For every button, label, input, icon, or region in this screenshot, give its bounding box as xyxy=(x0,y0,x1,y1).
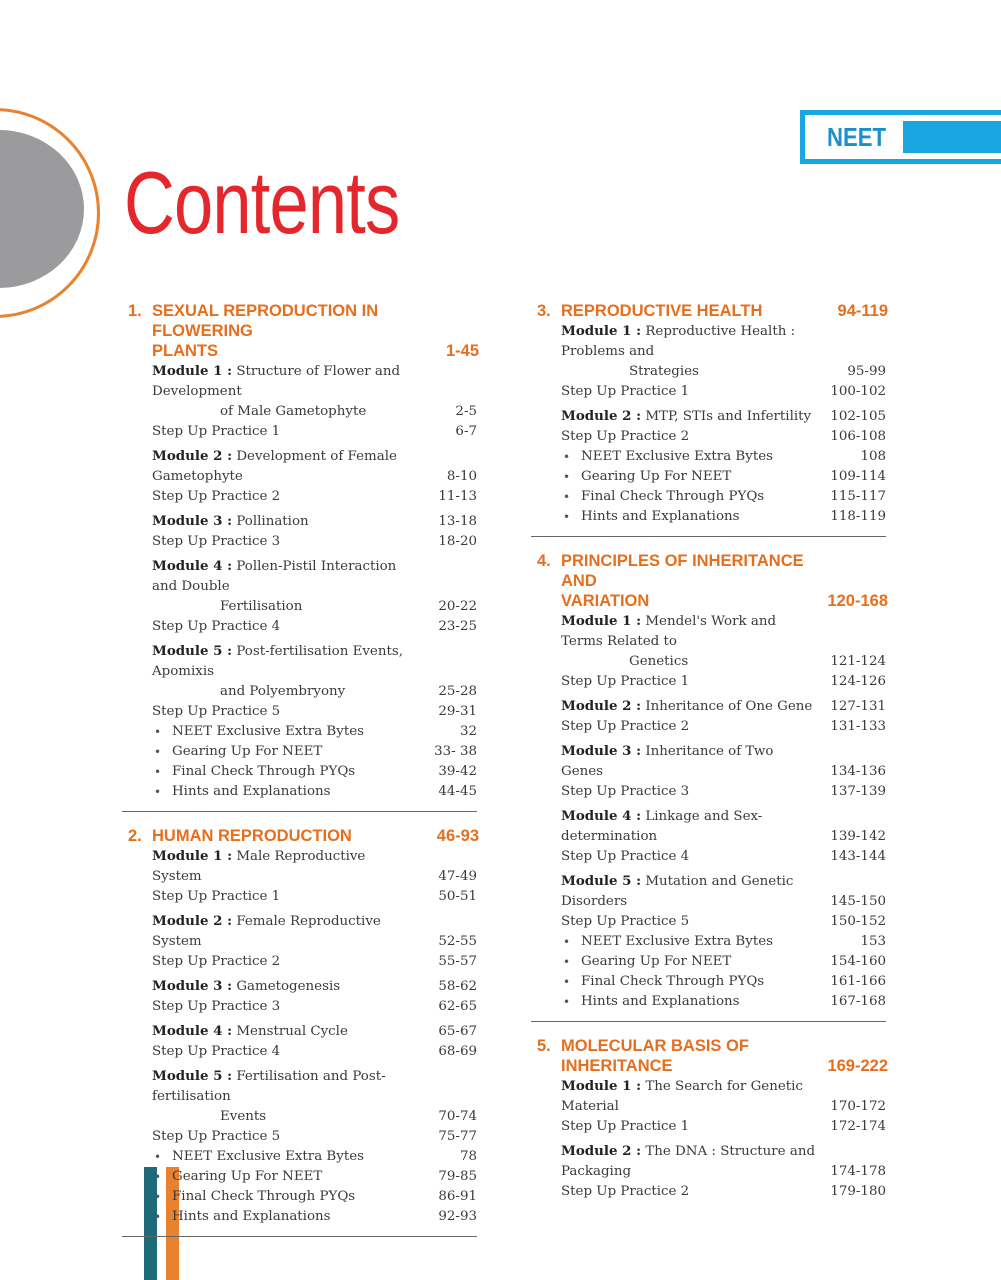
entry-line xyxy=(152,619,280,634)
entry-text-cont: Fertilisation xyxy=(220,599,303,614)
entry-text: Step Up Practice 5 xyxy=(561,914,690,929)
entry-line xyxy=(152,364,400,399)
toc-practice-entry[interactable] xyxy=(531,1182,886,1202)
entry-page-range: 172-174 xyxy=(830,1119,886,1134)
module-label: Module 1 : xyxy=(561,1078,642,1094)
neet-badge-bar xyxy=(903,121,1001,153)
entry-page-range: 55-57 xyxy=(438,954,477,969)
module-label: Module 1 : xyxy=(561,323,642,339)
entry-line xyxy=(152,704,280,719)
entry-text: Inheritance of Two Genes xyxy=(561,744,774,779)
entry-line xyxy=(561,674,689,689)
entry-text-cont: and Polyembryony xyxy=(220,684,346,699)
entry-page-range: 150-152 xyxy=(830,914,886,929)
entry-page-range: 131-133 xyxy=(830,719,886,734)
entry-text: Gearing Up For NEET xyxy=(172,744,323,759)
toc-practice-entry[interactable] xyxy=(122,487,477,507)
entry-text: Step Up Practice 3 xyxy=(152,999,281,1014)
section-number: 1. xyxy=(128,302,142,320)
entry-line xyxy=(561,849,689,864)
entry-page-range: 78 xyxy=(459,1149,477,1164)
toc-bullet-entry[interactable] xyxy=(122,1207,477,1227)
entry-line xyxy=(581,509,740,524)
entry-line xyxy=(152,954,280,969)
entry-page-range: 170-172 xyxy=(830,1099,886,1114)
toc-practice-entry[interactable] xyxy=(531,847,886,867)
entry-text: Step Up Practice 1 xyxy=(152,424,281,439)
toc-bullet-entry[interactable] xyxy=(531,952,886,972)
section-title-cont: VARIATION xyxy=(561,592,650,610)
section-number: 5. xyxy=(537,1037,551,1055)
entry-text: Mutation and Genetic Disorders xyxy=(561,874,794,909)
entry-line xyxy=(561,784,689,799)
entry-line xyxy=(152,1024,348,1039)
entry-page-range: 50-51 xyxy=(438,889,477,904)
entry-page-range: 86-91 xyxy=(438,1189,477,1204)
entry-text: Hints and Explanations xyxy=(172,784,331,799)
section-heading[interactable] xyxy=(122,301,477,361)
module-label: Module 4 : xyxy=(152,1023,233,1039)
toc-module-entry[interactable] xyxy=(122,556,477,617)
toc-module-entry[interactable] xyxy=(531,741,886,782)
section-title: HUMAN REPRODUCTION xyxy=(152,827,352,845)
module-label: Module 5 : xyxy=(152,1068,233,1084)
entry-text: Hints and Explanations xyxy=(581,994,740,1009)
toc-column-left xyxy=(122,301,477,1237)
entry-page-range: 154-160 xyxy=(830,954,886,969)
entry-line xyxy=(561,409,811,424)
toc-practice-entry[interactable] xyxy=(531,782,886,802)
entry-text: Step Up Practice 1 xyxy=(152,889,281,904)
module-label: Module 2 : xyxy=(561,408,642,424)
entry-text: Step Up Practice 1 xyxy=(561,384,690,399)
section-heading[interactable] xyxy=(531,551,886,611)
entry-line xyxy=(561,719,689,734)
entry-page-range: 145-150 xyxy=(830,894,886,909)
section-page-range: 120-168 xyxy=(827,592,888,610)
toc-practice-entry[interactable] xyxy=(531,912,886,932)
page-title: Contents xyxy=(124,153,400,252)
section-number: 2. xyxy=(128,827,142,845)
entry-page-range: 20-22 xyxy=(438,599,477,614)
entry-text-cont: of Male Gametophyte xyxy=(220,404,367,419)
toc-module-entry[interactable] xyxy=(122,846,477,887)
module-label: Module 1 : xyxy=(152,363,233,379)
toc-module-entry[interactable] xyxy=(122,1021,477,1042)
toc-practice-entry[interactable] xyxy=(122,422,477,442)
entry-line xyxy=(172,1149,364,1164)
entry-line xyxy=(152,514,309,529)
entry-page-range: 143-144 xyxy=(830,849,886,864)
toc-bullet-entry[interactable] xyxy=(122,762,477,782)
entry-page-range: 137-139 xyxy=(830,784,886,799)
entry-text-cont: Strategies xyxy=(629,364,699,379)
entry-page-range: 139-142 xyxy=(830,829,886,844)
entry-page-range: 58-62 xyxy=(438,979,477,994)
entry-page-range: 109-114 xyxy=(830,469,886,484)
entry-line xyxy=(152,979,340,994)
toc-section xyxy=(531,551,886,1022)
toc-bullet-entry[interactable] xyxy=(122,722,477,742)
toc-practice-entry[interactable] xyxy=(531,382,886,402)
entry-page-range: 6-7 xyxy=(455,424,477,439)
entry-page-range: 92-93 xyxy=(438,1209,477,1224)
entry-text: Step Up Practice 1 xyxy=(561,674,690,689)
module-label: Module 3 : xyxy=(561,743,642,759)
entry-page-range: 121-124 xyxy=(830,654,886,669)
entry-page-range: 106-108 xyxy=(830,429,886,444)
toc-bullet-entry[interactable] xyxy=(531,932,886,952)
entry-text-cont: Genetics xyxy=(629,654,689,669)
toc-bullet-entry[interactable] xyxy=(531,467,886,487)
toc-section xyxy=(531,301,886,537)
entry-text: Step Up Practice 4 xyxy=(152,619,281,634)
entry-text-cont: Packaging xyxy=(561,1164,632,1179)
entry-page-range: 115-117 xyxy=(830,489,886,504)
toc-bullet-entry[interactable] xyxy=(531,447,886,467)
section-title-cont: PLANTS xyxy=(152,342,218,360)
entry-page-range: 134-136 xyxy=(830,764,886,779)
toc-practice-entry[interactable] xyxy=(531,427,886,447)
toc-module-entry[interactable] xyxy=(122,511,477,532)
entry-page-range: 108 xyxy=(860,449,886,464)
entry-page-range: 29-31 xyxy=(438,704,477,719)
entry-line xyxy=(561,1144,815,1159)
entry-page-range: 33- 38 xyxy=(434,744,477,759)
entry-text: Pollination xyxy=(236,514,309,529)
toc-bullet-entry[interactable] xyxy=(122,782,477,802)
entry-line xyxy=(581,489,764,504)
entry-line xyxy=(172,764,355,779)
entry-text: Fertilisation and Post-fertilisation xyxy=(152,1069,386,1104)
toc-practice-entry[interactable] xyxy=(122,702,477,722)
entry-line xyxy=(561,1184,689,1199)
entry-page-range: 23-25 xyxy=(438,619,477,634)
entry-page-range: 25-28 xyxy=(438,684,477,699)
section-title: MOLECULAR BASIS OF xyxy=(561,1037,749,1055)
entry-page-range: 65-67 xyxy=(438,1024,477,1039)
entry-line xyxy=(152,889,280,904)
entry-text: The DNA : Structure and xyxy=(645,1144,816,1159)
entry-page-range: 32 xyxy=(459,724,477,739)
entry-page-range: 11-13 xyxy=(438,489,477,504)
entry-line xyxy=(152,914,381,949)
section-divider xyxy=(122,811,477,812)
entry-line xyxy=(561,384,689,399)
toc-section xyxy=(122,301,477,812)
entry-line xyxy=(581,974,764,989)
entry-line xyxy=(172,1169,322,1184)
section-divider xyxy=(531,1021,886,1022)
entry-text: Inheritance of One Gene xyxy=(645,699,813,714)
toc-bullet-entry[interactable] xyxy=(531,507,886,527)
entry-text: Gearing Up For NEET xyxy=(172,1169,323,1184)
entry-line xyxy=(581,954,731,969)
entry-page-range: 18-20 xyxy=(438,534,477,549)
entry-line xyxy=(152,534,280,549)
entry-text: Male Reproductive System xyxy=(152,849,366,884)
toc-section xyxy=(122,826,477,1237)
entry-page-range: 44-45 xyxy=(438,784,477,799)
toc-practice-entry[interactable] xyxy=(531,1117,886,1137)
entry-line xyxy=(561,874,793,909)
section-heading[interactable] xyxy=(531,1036,886,1076)
entry-line xyxy=(172,1209,331,1224)
module-label: Module 4 : xyxy=(561,808,642,824)
section-title: PRINCIPLES OF INHERITANCE AND xyxy=(561,552,804,590)
entry-line xyxy=(152,999,280,1014)
entry-text: Step Up Practice 2 xyxy=(152,954,281,969)
toc-practice-entry[interactable] xyxy=(531,672,886,692)
entry-text: NEET Exclusive Extra Bytes xyxy=(581,449,774,464)
toc-practice-entry[interactable] xyxy=(122,532,477,552)
entry-text: Step Up Practice 2 xyxy=(152,489,281,504)
toc-bullet-entry[interactable] xyxy=(122,742,477,762)
toc-bullet-entry[interactable] xyxy=(122,1187,477,1207)
section-page-range: 46-93 xyxy=(436,827,479,845)
entry-page-range: 52-55 xyxy=(438,934,477,949)
neet-badge xyxy=(800,110,1001,164)
section-page-range: 1-45 xyxy=(445,342,479,360)
entry-page-range: 167-168 xyxy=(830,994,886,1009)
entry-text: The Search for Genetic Material xyxy=(561,1079,803,1114)
entry-line xyxy=(172,1189,355,1204)
entry-text: Structure of Flower and Development xyxy=(152,364,401,399)
entry-text-cont: Events xyxy=(220,1109,267,1124)
entry-line xyxy=(581,934,773,949)
entry-page-range: 102-105 xyxy=(830,409,886,424)
module-label: Module 3 : xyxy=(152,978,233,994)
entry-text: Step Up Practice 3 xyxy=(152,534,281,549)
section-title: REPRODUCTIVE HEALTH xyxy=(561,302,763,320)
toc-module-entry[interactable] xyxy=(531,1076,886,1117)
toc-column-right xyxy=(531,301,886,1202)
neet-badge-label: NEET xyxy=(827,122,886,152)
entry-line xyxy=(172,724,364,739)
entry-line xyxy=(581,449,773,464)
entry-page-range: 95-99 xyxy=(847,364,886,379)
toc-module-entry[interactable] xyxy=(122,446,477,487)
module-label: Module 5 : xyxy=(561,873,642,889)
entry-text: NEET Exclusive Extra Bytes xyxy=(581,934,774,949)
toc-practice-entry[interactable] xyxy=(531,717,886,737)
module-label: Module 2 : xyxy=(152,448,233,464)
entry-page-range: 124-126 xyxy=(830,674,886,689)
entry-line xyxy=(561,324,795,359)
entry-text: Final Check Through PYQs xyxy=(581,489,765,504)
module-label: Module 5 : xyxy=(152,643,233,659)
toc-module-entry[interactable] xyxy=(531,696,886,717)
section-heading[interactable] xyxy=(531,301,886,321)
entry-page-range: 13-18 xyxy=(438,514,477,529)
entry-text: Post-fertilisation Events, Apomixis xyxy=(152,644,403,679)
entry-page-range: 100-102 xyxy=(830,384,886,399)
entry-page-range: 8-10 xyxy=(446,469,477,484)
toc-practice-entry[interactable] xyxy=(122,1042,477,1062)
entry-text: Step Up Practice 4 xyxy=(561,849,690,864)
section-divider xyxy=(531,536,886,537)
entry-text: Linkage and Sex-determination xyxy=(561,809,763,844)
toc-module-entry[interactable] xyxy=(531,321,886,382)
module-label: Module 3 : xyxy=(152,513,233,529)
entry-page-range: 47-49 xyxy=(438,869,477,884)
toc-bullet-entry[interactable] xyxy=(122,1147,477,1167)
entry-text: Hints and Explanations xyxy=(581,509,740,524)
toc-practice-entry[interactable] xyxy=(122,617,477,637)
entry-page-range: 118-119 xyxy=(830,509,886,524)
entry-text: Female Reproductive System xyxy=(152,914,381,949)
entry-text: Step Up Practice 5 xyxy=(152,704,281,719)
entry-text: Step Up Practice 1 xyxy=(561,1119,690,1134)
section-number: 3. xyxy=(537,302,551,320)
entry-text: Step Up Practice 2 xyxy=(561,1184,690,1199)
toc-practice-entry[interactable] xyxy=(122,952,477,972)
toc-module-entry[interactable] xyxy=(531,406,886,427)
entry-text: Reproductive Health : Problems and xyxy=(561,324,796,359)
entry-line xyxy=(561,614,776,649)
entry-page-range: 127-131 xyxy=(830,699,886,714)
toc-module-entry[interactable] xyxy=(122,1066,477,1127)
entry-line xyxy=(561,809,762,844)
entry-text: Final Check Through PYQs xyxy=(581,974,765,989)
toc-module-entry[interactable] xyxy=(122,361,477,422)
entry-line xyxy=(561,1119,689,1134)
entry-page-range: 79-85 xyxy=(438,1169,477,1184)
toc-bullet-entry[interactable] xyxy=(531,992,886,1012)
entry-line xyxy=(152,644,403,679)
entry-text: Step Up Practice 3 xyxy=(561,784,690,799)
entry-line xyxy=(152,489,280,504)
entry-line xyxy=(152,1044,280,1059)
toc-module-entry[interactable] xyxy=(531,611,886,672)
toc-module-entry[interactable] xyxy=(531,871,886,912)
entry-line xyxy=(172,784,331,799)
entry-page-range: 2-5 xyxy=(455,404,477,419)
toc-module-entry[interactable] xyxy=(122,911,477,952)
entry-line xyxy=(152,424,280,439)
section-page-range: 169-222 xyxy=(827,1057,888,1075)
entry-text: NEET Exclusive Extra Bytes xyxy=(172,724,365,739)
module-label: Module 2 : xyxy=(561,1143,642,1159)
entry-line xyxy=(152,849,365,884)
entry-text: Step Up Practice 2 xyxy=(561,429,690,444)
toc-practice-entry[interactable] xyxy=(122,997,477,1017)
entry-page-range: 75-77 xyxy=(438,1129,477,1144)
entry-text: MTP, STIs and Infertility xyxy=(645,409,812,424)
entry-line xyxy=(152,1069,386,1104)
toc-module-entry[interactable] xyxy=(122,641,477,702)
entry-text: Pollen-Pistil Interaction and Double xyxy=(152,559,397,594)
section-number: 4. xyxy=(537,552,551,570)
section-heading[interactable] xyxy=(122,826,477,846)
entry-page-range: 153 xyxy=(860,934,886,949)
entry-text: Step Up Practice 4 xyxy=(152,1044,281,1059)
section-title: SEXUAL REPRODUCTION IN FLOWERING xyxy=(152,302,379,340)
entry-page-range: 70-74 xyxy=(438,1109,477,1124)
entry-text: Hints and Explanations xyxy=(172,1209,331,1224)
entry-line xyxy=(172,744,322,759)
entry-line xyxy=(561,744,773,779)
entry-text: Gearing Up For NEET xyxy=(581,954,732,969)
toc-module-entry[interactable] xyxy=(122,976,477,997)
entry-text: Development of Female Gametophyte xyxy=(152,449,397,484)
entry-line xyxy=(561,699,812,714)
toc-module-entry[interactable] xyxy=(531,1141,886,1182)
entry-text: NEET Exclusive Extra Bytes xyxy=(172,1149,365,1164)
module-label: Module 2 : xyxy=(561,698,642,714)
toc-practice-entry[interactable] xyxy=(122,1127,477,1147)
entry-page-range: 39-42 xyxy=(438,764,477,779)
entry-line xyxy=(152,559,396,594)
entry-text: Final Check Through PYQs xyxy=(172,1189,356,1204)
toc-bullet-entry[interactable] xyxy=(122,1167,477,1187)
entry-line xyxy=(152,449,397,484)
entry-text: Step Up Practice 5 xyxy=(152,1129,281,1144)
entry-page-range: 62-65 xyxy=(438,999,477,1014)
toc-bullet-entry[interactable] xyxy=(531,972,886,992)
module-label: Module 1 : xyxy=(152,848,233,864)
section-page-range: 94-119 xyxy=(837,302,888,320)
entry-page-range: 161-166 xyxy=(830,974,886,989)
entry-line xyxy=(581,994,740,1009)
toc-bullet-entry[interactable] xyxy=(531,487,886,507)
entry-text: Step Up Practice 2 xyxy=(561,719,690,734)
entry-line xyxy=(561,914,689,929)
entry-page-range: 179-180 xyxy=(830,1184,886,1199)
entry-text: Menstrual Cycle xyxy=(236,1024,348,1039)
entry-text: Gametogenesis xyxy=(236,979,341,994)
entry-line xyxy=(561,1079,803,1114)
entry-line xyxy=(581,469,731,484)
entry-text: Final Check Through PYQs xyxy=(172,764,356,779)
section-divider xyxy=(122,1236,477,1237)
entry-line xyxy=(561,429,689,444)
toc-practice-entry[interactable] xyxy=(122,887,477,907)
entry-page-range: 174-178 xyxy=(830,1164,886,1179)
entry-text: Mendel's Work and Terms Related to xyxy=(561,614,777,649)
module-label: Module 1 : xyxy=(561,613,642,629)
toc-section xyxy=(531,1036,886,1202)
section-title-cont: INHERITANCE xyxy=(561,1057,673,1075)
module-label: Module 4 : xyxy=(152,558,233,574)
entry-text: Gearing Up For NEET xyxy=(581,469,732,484)
module-label: Module 2 : xyxy=(152,913,233,929)
entry-page-range: 68-69 xyxy=(438,1044,477,1059)
entry-line xyxy=(152,1129,280,1144)
toc-module-entry[interactable] xyxy=(531,806,886,847)
